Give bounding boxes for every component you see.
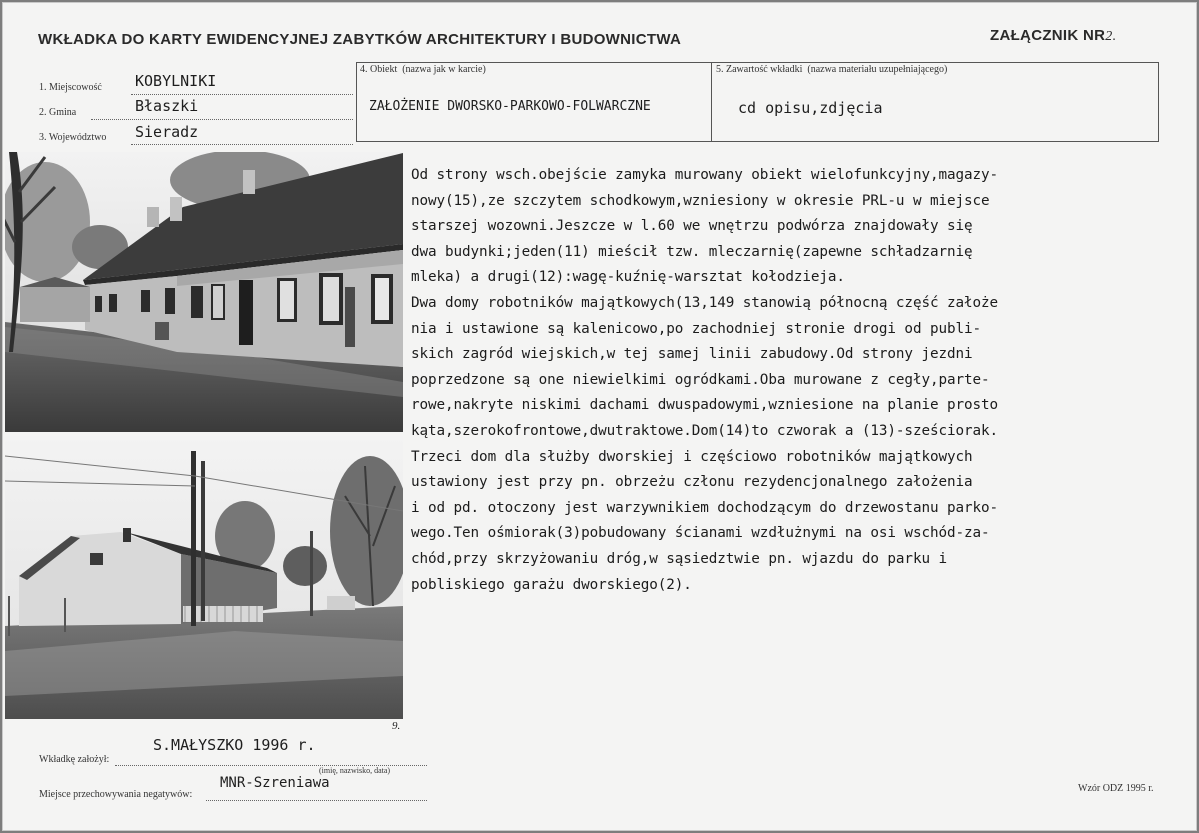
wojewodztwo-label: 3. Województwo	[39, 132, 107, 143]
zawartosc-label-text: 5. Zawartość wkładki	[716, 64, 803, 75]
zawartosc-value: cd opisu,zdjęcia	[738, 99, 883, 117]
negatywy-dots	[206, 800, 427, 801]
obiekt-label	[360, 64, 486, 75]
photo-corner-house	[5, 436, 403, 719]
description-line: nia i ustawione są kalenicowo,po zachodniej stronie drogi od publi-	[411, 320, 981, 337]
description-line: i od pd. otoczony jest warzywnikiem dochodzącym do drzewostanu parko-	[411, 499, 999, 516]
obiekt-label-text: 4. Obiekt	[360, 64, 398, 75]
form-version: Wzór ODZ 1995 r.	[1078, 783, 1154, 794]
attachment-number: 2.	[1105, 29, 1117, 44]
description-line: Dwa domy robotników majątkowych(13,149 stanowią północną część założe	[411, 294, 999, 311]
negatywy-value: MNR-Szreniawa	[220, 775, 330, 791]
description-line: Od strony wsch.obejście zamyka murowany obiekt wielofunkcyjny,magazy-	[411, 167, 999, 183]
form-divider-middle	[711, 62, 712, 142]
description-line: poprzedzone są one niewielkimi ogródkami.Oba murowane z cegły,parte-	[411, 371, 990, 388]
miejscowosc-dots	[131, 94, 353, 95]
description-line: pobliskiego garażu dworskiego(2).	[411, 576, 692, 593]
miejscowosc-value: KOBYLNIKI	[135, 72, 217, 90]
card-title: WKŁADKA DO KARTY EWIDENCYJNEJ ZABYTKÓW ARCHITEKTURY I BUDOWNICTWA	[38, 31, 682, 48]
form-divider-left	[356, 62, 357, 142]
wojewodztwo-value: Sieradz	[135, 123, 199, 141]
zalozyl-hint: (imię, nazwisko, data)	[319, 766, 391, 775]
description-text	[411, 163, 1171, 598]
description-line: chód,przy skrzyżowaniu dróg,w sąsiedztwie pn. wjazdu do parku i	[411, 550, 947, 567]
photo-number: 9.	[392, 720, 401, 732]
negatywy-label: Miejsce przechowywania negatywów:	[39, 789, 193, 800]
description-line: mleka) a drugi(12):wagę-kuźnię-warsztat kołodzieja.	[411, 269, 845, 286]
description-line: ustawiony jest przy pn. obrzeżu członu rezydencjonalnego założenia	[411, 474, 973, 491]
attachment-label-text: ZAŁĄCZNIK NR	[990, 27, 1106, 44]
description-line: dwa budynki;jeden(11) mieścił tzw. mleczarnię(zapewne schładzarnię	[411, 243, 973, 260]
obiekt-hint: (nazwa jak w karcie)	[402, 64, 486, 75]
wojewodztwo-dots	[131, 144, 353, 145]
description-line: skich zagród wiejskich,w tej samej linii zabudowy.Od strony jezdni	[411, 346, 973, 363]
obiekt-value: ZAŁOŻENIE DWORSKO-PARKOWO-FOLWARCZNE	[369, 99, 651, 114]
form-divider-right	[1158, 62, 1159, 142]
gmina-dots	[91, 119, 353, 120]
zawartosc-label	[716, 64, 947, 75]
form-bottom-rule	[356, 141, 1159, 142]
description-line: kąta,szerokofrontowe,dwutraktowe.Dom(14)to czworak a (13)-sześciorak.	[411, 422, 999, 439]
miejscowosc-label: 1. Miejscowość	[39, 82, 102, 93]
description-line: Trzeci dom dla służby dworskiej i częściowo robotników majątkowych	[411, 448, 973, 465]
description-line: nowy(15),ze szczytem schodkowym,wzniesiony w okresie PRL-u w miejsce	[411, 192, 990, 209]
gmina-label: 2. Gmina	[39, 107, 77, 118]
gmina-value: Błaszki	[135, 97, 199, 115]
zalozyl-value: S.MAŁYSZKO 1996 r.	[153, 736, 316, 754]
description-line: starszej wozowni.Jeszcze w l.60 we wnętrzu podwórza znajdowały się	[411, 218, 973, 235]
photo-row-houses	[5, 152, 403, 432]
attachment-label	[990, 27, 1116, 45]
zalozyl-label: Wkładkę założył:	[39, 754, 110, 765]
zawartosc-hint: (nazwa materiału uzupełniającego)	[807, 64, 948, 75]
form-top-rule	[356, 62, 1159, 63]
record-card-sheet	[2, 2, 1197, 831]
description-line: rowe,nakryte niskimi dachami dwuspadowymi,wzniesione na planie prosto	[411, 397, 999, 414]
description-line: wego.Ten ośmiorak(3)pobudowany ścianami wzdłużnymi na osi wschód-za-	[411, 525, 990, 542]
